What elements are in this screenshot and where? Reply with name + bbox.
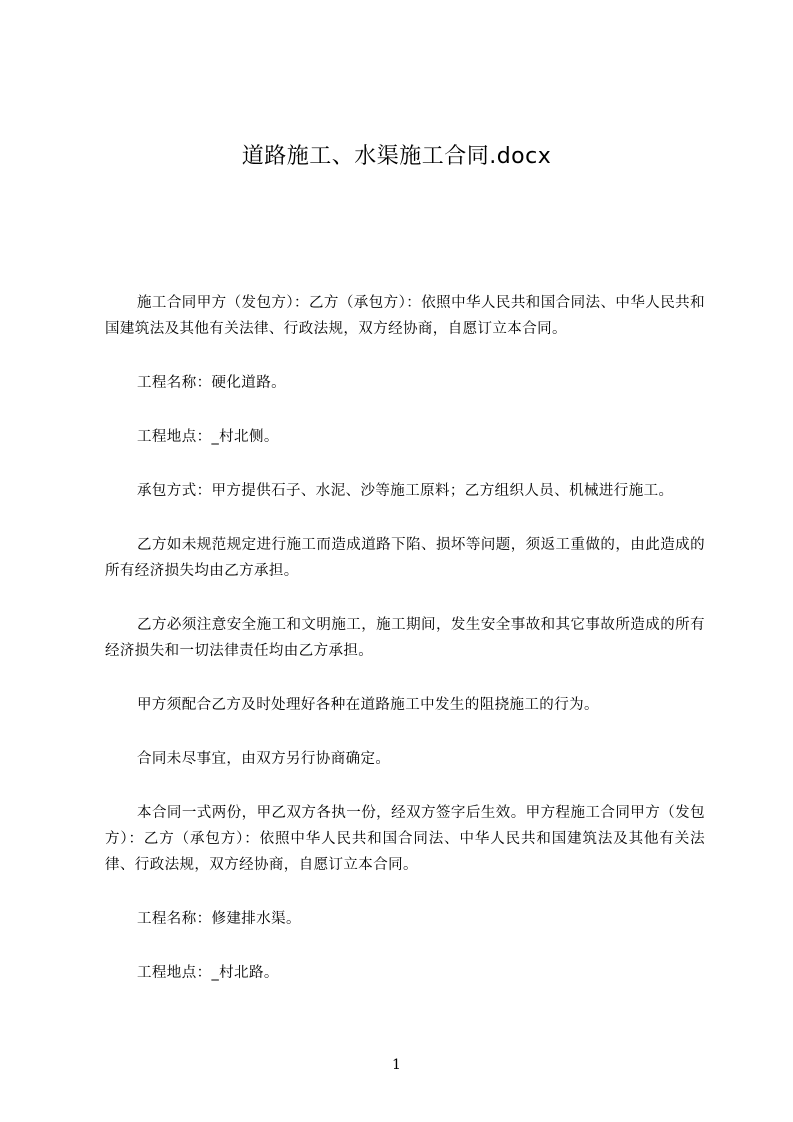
paragraph-copies: 本合同一式两份，甲乙双方各执一份，经双方签字后生效。甲方程施工合同甲方（发包方）：乙方（承包方）：依照中华人民共和国合同法、中华人民共和国建筑法及其他有关法律、行政法规，双方经协商，自愿订立本合同。 — [105, 805, 705, 873]
paragraph-project-location-2: 工程地点：_村北路。 — [137, 965, 279, 981]
document-title: 道路施工、水渠施工合同.docx — [241, 144, 552, 169]
paragraph-other-matters: 合同未尽事宜，由双方另行协商确定。 — [137, 751, 391, 767]
document-body — [105, 290, 705, 1014]
paragraph-project-location: 工程地点：_村北侧。 — [137, 429, 279, 445]
page-number: 1 — [392, 1057, 401, 1073]
paragraph-project-name-2: 工程名称：修建排水渠。 — [137, 911, 301, 927]
paragraph-cooperation: 甲方须配合乙方及时处理好各种在道路施工中发生的阻挠施工的行为。 — [137, 697, 599, 713]
paragraph-rework-liability: 乙方如未规范规定进行施工而造成道路下陷、损坏等问题，须返工重做的，由此造成的所有经济损失均由乙方承担。 — [105, 537, 705, 579]
paragraph-intro: 施工合同甲方（发包方）：乙方（承包方）：依照中华人民共和国合同法、中华人民共和国建筑法及其他有关法律、行政法规，双方经协商，自愿订立本合同。 — [105, 295, 705, 337]
paragraph-safety: 乙方必须注意安全施工和文明施工，施工期间，发生安全事故和其它事故所造成的所有经济损失和一切法律责任均由乙方承担。 — [105, 617, 705, 659]
paragraph-project-name: 工程名称：硬化道路。 — [137, 375, 286, 391]
paragraph-contract-method: 承包方式：甲方提供石子、水泥、沙等施工原料；乙方组织人员、机械进行施工。 — [137, 483, 674, 499]
